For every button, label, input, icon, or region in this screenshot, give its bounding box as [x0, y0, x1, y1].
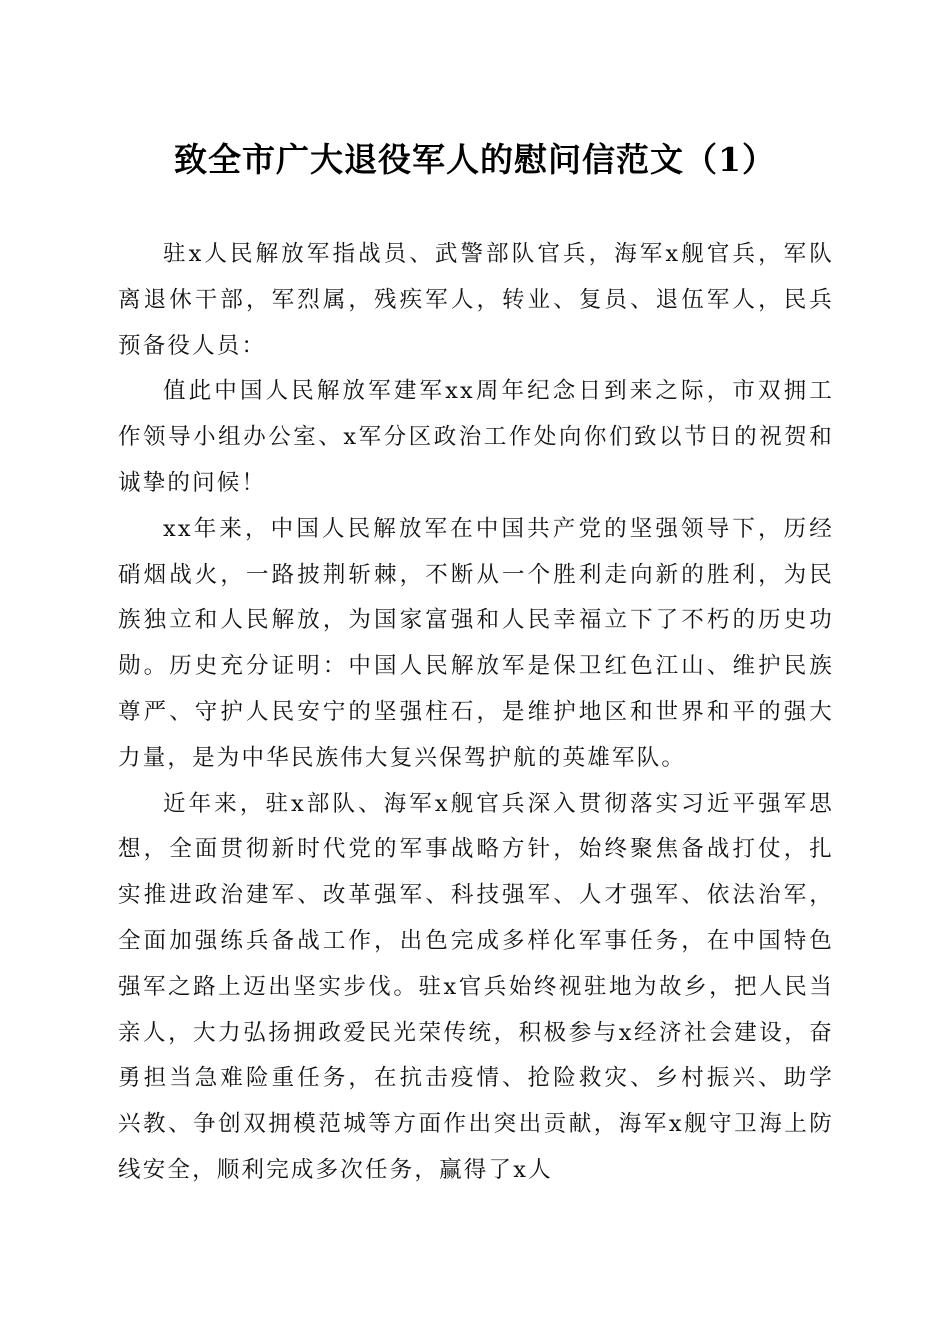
salutation-paragraph: 驻x人民解放军指战员、武警部队官兵，海军x舰官兵，军队离退休干部，军烈属，残疾军人，转业、复员、退伍军人，民兵预备役人员：	[118, 241, 834, 359]
document-title: 致全市广大退役军人的慰问信范文（1）	[174, 140, 776, 179]
achievements-paragraph: 近年来，驻x部队、海军x舰官兵深入贯彻落实习近平强军思想，全面贯彻新时代党的军事战略方针，始终聚焦备战打仗，扎实推进政治建军、改革强军、科技强军、人才强军、依法治军，全面加强练兵备战工作，出色完成多样化军事任务，在中国特色强军之路上迈出坚实步伐。驻x官兵始终视驻地为故乡，把人民当亲人，大力弘扬拥政爱民光荣传统，积极参与x经济社会建设，奋勇担当急难险重任务，在抗击疫情、抢险救灾、乡村振兴、助学兴教、争创双拥模范城等方面作出突出贡献，海军x舰守卫海上防线安全，顺利完成多次任务，赢得了x人	[118, 790, 834, 1183]
greeting-paragraph: 值此中国人民解放军建军xx周年纪念日到来之际，市双拥工作领导小组办公室、x军分区政治工作处向你们致以节日的祝贺和诚挚的问候！	[118, 378, 834, 496]
history-paragraph: xx年来，中国人民解放军在中国共产党的坚强领导下，历经硝烟战火，一路披荆斩棘，不断从一个胜利走向新的胜利，为民族独立和人民解放，为国家富强和人民幸福立下了不朽的历史功勋。历史充分证明：中国人民解放军是保卫红色江山、维护民族尊严、守护人民安宁的坚强柱石，是维护地区和世界和平的强大力量，是为中华民族伟大复兴保驾护航的英雄军队。	[118, 515, 834, 771]
document-body	[118, 232, 834, 1194]
